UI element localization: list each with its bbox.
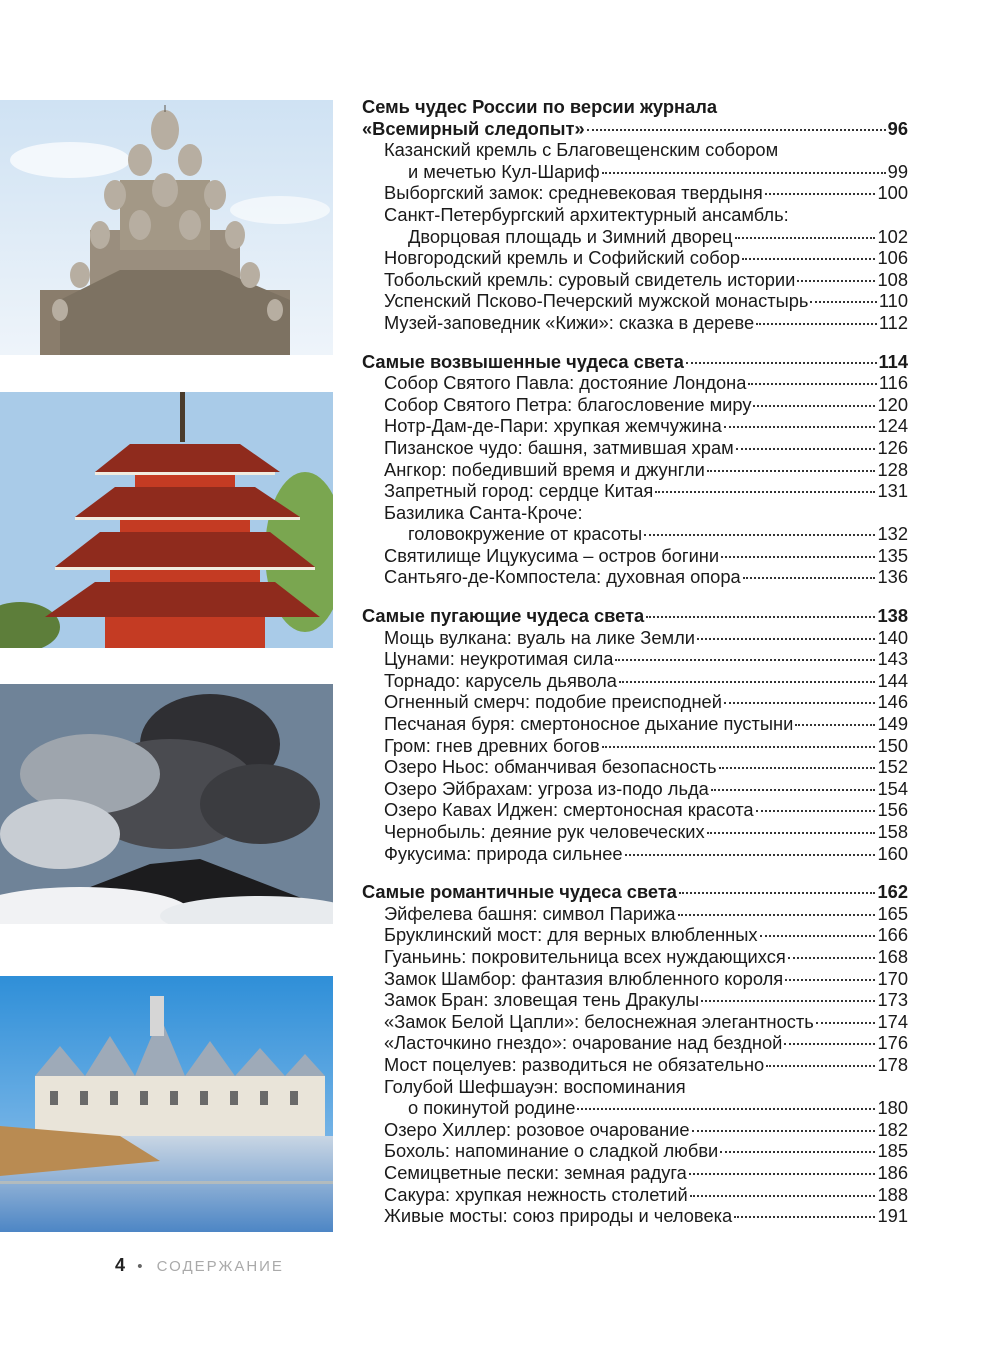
section-page-number: 162 <box>877 881 908 903</box>
entry-line <box>362 1032 908 1054</box>
dot-leader <box>707 832 876 834</box>
entry-title-text: Выборгский замок: средневековая твердыня <box>384 182 763 204</box>
dot-leader <box>678 914 876 916</box>
section-title-line <box>362 96 908 118</box>
dot-leader <box>686 362 877 364</box>
entry-line <box>362 437 908 459</box>
dot-leader <box>797 280 875 282</box>
dot-leader <box>707 470 876 472</box>
section-title-line <box>362 351 908 373</box>
entry-line <box>362 778 908 800</box>
entry-page-number: 136 <box>877 566 908 588</box>
footer-bullet: • <box>137 1258 145 1275</box>
entry-line <box>362 269 908 291</box>
entry-line <box>362 372 908 394</box>
entry-title-text: Эйфелева башня: символ Парижа <box>384 902 676 924</box>
entry-line <box>362 139 908 161</box>
section-title-line <box>362 118 908 140</box>
section-title-text: Самые возвышенные чудеса света <box>362 350 684 372</box>
entry-title-text: о покинутой родине <box>408 1097 576 1119</box>
dot-leader <box>697 638 876 640</box>
toc-entry[interactable] <box>362 756 908 778</box>
entry-page-number: 152 <box>877 756 908 778</box>
entry-line <box>362 290 908 312</box>
entry-page-number: 131 <box>877 480 908 502</box>
photo-pagoda <box>0 392 333 648</box>
toc-entry[interactable] <box>362 735 908 757</box>
dot-leader <box>756 810 876 812</box>
entry-title-text: Новгородский кремль и Софийский собор <box>384 247 741 269</box>
toc-entry[interactable] <box>362 670 908 692</box>
section-title-line <box>362 605 908 627</box>
entry-title-text: Семицветные пески: земная радуга <box>384 1161 687 1183</box>
toc-entry[interactable] <box>362 1184 908 1206</box>
entry-line <box>362 502 908 524</box>
entry-line <box>362 545 908 567</box>
entry-line <box>362 394 908 416</box>
entry-title-text: Замок Бран: зловещая тень Дракулы <box>384 989 700 1011</box>
page-number: 4 <box>115 1255 126 1275</box>
dot-leader <box>679 892 876 894</box>
toc-entry[interactable] <box>362 691 908 713</box>
entry-line <box>362 843 908 865</box>
section-title-text: «Всемирный следопыт» <box>362 117 585 139</box>
section-title-line <box>362 881 908 903</box>
entry-title-text: Казанский кремль с Благовещенским собором <box>384 139 779 161</box>
dot-leader <box>644 534 875 536</box>
entry-page-number: 176 <box>877 1032 908 1054</box>
entry-title-text: Собор Святого Петра: благословение миру <box>384 393 752 415</box>
dot-leader <box>615 659 875 661</box>
entry-title-text: Базилика Санта-Кроче: <box>384 501 583 523</box>
dot-leader <box>788 957 876 959</box>
entry-page-number: 178 <box>877 1053 908 1075</box>
entry-page-number: 173 <box>877 989 908 1011</box>
toc-entry[interactable] <box>362 968 908 990</box>
dot-leader <box>577 1108 875 1110</box>
section-page-number: 138 <box>877 605 908 627</box>
toc-entry[interactable] <box>362 290 908 312</box>
entry-page-number: 174 <box>877 1010 908 1032</box>
entry-line <box>362 946 908 968</box>
entry-title-text: Торнадо: карусель дьявола <box>384 669 617 691</box>
entry-page-number: 99 <box>887 160 908 182</box>
toc-entry[interactable] <box>362 1205 908 1227</box>
dot-leader <box>724 426 876 428</box>
dot-leader <box>748 383 876 385</box>
entry-page-number: 124 <box>877 415 908 437</box>
entry-line <box>362 247 908 269</box>
entry-line <box>362 312 908 334</box>
entry-line <box>362 459 908 481</box>
entry-page-number: 132 <box>877 523 908 545</box>
entry-line <box>362 799 908 821</box>
entry-page-number: 149 <box>877 713 908 735</box>
dot-leader <box>719 767 876 769</box>
toc-entry[interactable] <box>362 182 908 204</box>
entry-title-text: Успенский Псково-Печерский мужской монастырь <box>384 290 809 312</box>
toc-entry[interactable] <box>362 924 908 946</box>
entry-page-number: 186 <box>877 1161 908 1183</box>
dot-leader <box>785 979 875 981</box>
entry-line <box>362 182 908 204</box>
toc-entry[interactable] <box>362 1054 908 1076</box>
entry-page-number: 182 <box>877 1118 908 1140</box>
toc-section <box>362 351 908 589</box>
entry-line <box>362 566 908 588</box>
toc-entry[interactable] <box>362 247 908 269</box>
toc-entry[interactable] <box>362 989 908 1011</box>
entry-title-text: головокружение от красоты <box>408 523 643 545</box>
wooden-church-image <box>0 100 333 355</box>
entry-line <box>362 1140 908 1162</box>
dot-leader <box>692 1130 876 1132</box>
toc-entry[interactable] <box>362 713 908 735</box>
entry-title-text: Голубой Шефшауэн: воспоминания <box>384 1075 686 1097</box>
toc-entry[interactable] <box>362 415 908 437</box>
entry-page-number: 185 <box>877 1140 908 1162</box>
dot-leader <box>753 405 875 407</box>
dot-leader <box>736 448 876 450</box>
toc-entry[interactable] <box>362 566 908 588</box>
entry-title-text: Дворцовая площадь и Зимний дворец <box>408 225 733 247</box>
dot-leader <box>742 258 875 260</box>
toc-entry[interactable] <box>362 1119 908 1141</box>
dot-leader <box>711 789 876 791</box>
toc-entry[interactable] <box>362 627 908 649</box>
entry-line <box>362 924 908 946</box>
entry-page-number: 166 <box>877 924 908 946</box>
toc-entry[interactable] <box>362 480 908 502</box>
dot-leader <box>587 129 886 131</box>
dot-leader <box>784 1043 875 1045</box>
table-of-contents <box>362 96 908 1244</box>
entry-title-text: Санкт-Петербургский архитектурный ансамбль: <box>384 203 789 225</box>
toc-entry[interactable] <box>362 1076 908 1119</box>
entry-page-number: 100 <box>877 182 908 204</box>
entry-page-number: 108 <box>877 268 908 290</box>
toc-entry[interactable] <box>362 1140 908 1162</box>
dot-leader <box>756 323 877 325</box>
entry-line <box>362 648 908 670</box>
entry-page-number: 146 <box>877 691 908 713</box>
dot-leader <box>701 1000 875 1002</box>
entry-line <box>362 226 908 248</box>
entry-title-text: Бруклинский мост: для верных влюбленных <box>384 924 758 946</box>
entry-page-number: 143 <box>877 648 908 670</box>
dot-leader <box>602 746 876 748</box>
dot-leader <box>689 1173 876 1175</box>
entry-title-text: Бохоль: напоминание о сладкой любви <box>384 1140 719 1162</box>
section-heading[interactable] <box>362 351 908 373</box>
section-title-text: Самые романтичные чудеса света <box>362 881 677 903</box>
toc-entry[interactable] <box>362 545 908 567</box>
toc-entry[interactable] <box>362 269 908 291</box>
toc-section <box>362 96 908 334</box>
toc-entry[interactable] <box>362 139 908 182</box>
volcano-image <box>0 684 333 924</box>
entry-page-number: 116 <box>878 372 908 394</box>
entry-title-text: Песчаная буря: смертоносное дыхание пустыни <box>384 713 794 735</box>
dot-leader <box>765 193 876 195</box>
dot-leader <box>816 1022 876 1024</box>
toc-entry[interactable] <box>362 1032 908 1054</box>
toc-entry[interactable] <box>362 821 908 843</box>
entry-page-number: 144 <box>877 669 908 691</box>
dot-leader <box>619 681 876 683</box>
toc-entry[interactable] <box>362 437 908 459</box>
entry-title-text: Мост поцелуев: разводиться не обязательно <box>384 1053 765 1075</box>
toc-entry[interactable] <box>362 799 908 821</box>
entry-page-number: 140 <box>877 626 908 648</box>
entry-page-number: 170 <box>877 967 908 989</box>
entry-line <box>362 903 908 925</box>
chateau-image <box>0 976 333 1232</box>
entry-line <box>362 1011 908 1033</box>
entry-line <box>362 204 908 226</box>
entry-title-text: Сантьяго-де-Компостела: духовная опора <box>384 566 741 588</box>
entry-line <box>362 480 908 502</box>
entry-title-text: Святилище Ицукусима – остров богини <box>384 544 720 566</box>
toc-entry[interactable] <box>362 843 908 865</box>
entry-title-text: Музей-заповедник «Кижи»: сказка в дереве <box>384 311 755 333</box>
photo-kizhi-church <box>0 100 333 355</box>
section-heading[interactable] <box>362 96 908 139</box>
entry-title-text: Ангкор: победивший время и джунгли <box>384 458 705 480</box>
toc-entry[interactable] <box>362 204 908 247</box>
toc-entry[interactable] <box>362 459 908 481</box>
entry-title-text: Запретный город: сердце Китая <box>384 480 654 502</box>
dot-leader <box>720 1151 875 1153</box>
entry-line <box>362 821 908 843</box>
section-page-number: 96 <box>887 117 908 139</box>
entry-line <box>362 1076 908 1098</box>
entry-title-text: Сакура: хрупкая нежность столетий <box>384 1183 688 1205</box>
toc-entry[interactable] <box>362 648 908 670</box>
toc-section <box>362 881 908 1227</box>
entry-title-text: Мощь вулкана: вуаль на лике Земли <box>384 626 695 648</box>
entry-page-number: 165 <box>877 902 908 924</box>
toc-entry[interactable] <box>362 946 908 968</box>
entry-title-text: Гром: гнев древних богов <box>384 734 600 756</box>
entry-page-number: 188 <box>877 1183 908 1205</box>
toc-entry[interactable] <box>362 372 908 394</box>
dot-leader <box>625 854 876 856</box>
entry-page-number: 150 <box>877 734 908 756</box>
entry-line <box>362 1054 908 1076</box>
dot-leader <box>795 724 875 726</box>
toc-entry[interactable] <box>362 394 908 416</box>
section-title-text: Семь чудес России по версии журнала <box>362 96 718 117</box>
entry-line <box>362 735 908 757</box>
photo-volcano <box>0 684 333 924</box>
entry-line <box>362 756 908 778</box>
entry-title-text: Живые мосты: союз природы и человека <box>384 1205 733 1227</box>
entry-title-text: Нотр-Дам-де-Пари: хрупкая жемчужина <box>384 415 722 437</box>
dot-leader <box>655 491 875 493</box>
entry-page-number: 180 <box>877 1097 908 1119</box>
entry-page-number: 112 <box>878 311 908 333</box>
entry-title-text: Озеро Кавах Иджен: смертоносная красота <box>384 799 754 821</box>
photo-chateau <box>0 976 333 1232</box>
entry-line <box>362 1184 908 1206</box>
dot-leader <box>810 301 876 303</box>
dot-leader <box>735 237 876 239</box>
entry-title-text: Собор Святого Павла: достояние Лондона <box>384 372 747 394</box>
toc-entry[interactable] <box>362 1011 908 1033</box>
entry-title-text: Пизанское чудо: башня, затмившая храм <box>384 436 734 458</box>
toc-entry[interactable] <box>362 778 908 800</box>
entry-line <box>362 1119 908 1141</box>
entry-line <box>362 989 908 1011</box>
dot-leader <box>724 702 876 704</box>
entry-line <box>362 415 908 437</box>
entry-page-number: 128 <box>877 458 908 480</box>
entry-page-number: 191 <box>877 1205 908 1227</box>
dot-leader <box>760 935 876 937</box>
entry-title-text: и мечетью Кул-Шариф <box>408 160 600 182</box>
entry-page-number: 106 <box>877 247 908 269</box>
entry-title-text: Тобольский кремль: суровый свидетель истории <box>384 268 796 290</box>
entry-line <box>362 161 908 183</box>
entry-page-number: 135 <box>877 544 908 566</box>
entry-title-text: Озеро Эйбрахам: угроза из-подо льда <box>384 777 709 799</box>
entry-title-text: Озеро Ньос: обманчивая безопасность <box>384 756 717 778</box>
entry-page-number: 168 <box>877 945 908 967</box>
entry-title-text: Озеро Хиллер: розовое очарование <box>384 1118 690 1140</box>
dot-leader <box>743 577 876 579</box>
dot-leader <box>734 1216 875 1218</box>
entry-line <box>362 523 908 545</box>
entry-line <box>362 1162 908 1184</box>
entry-line <box>362 713 908 735</box>
section-heading[interactable] <box>362 881 908 903</box>
section-label: СОДЕРЖАНИЕ <box>156 1258 284 1275</box>
entry-title-text: Чернобыль: деяние рук человеческих <box>384 821 705 842</box>
section-title-text: Самые пугающие чудеса света <box>362 605 645 627</box>
dot-leader <box>766 1065 875 1067</box>
entry-title-text: Гуаньинь: покровительница всех нуждающихся <box>384 945 786 967</box>
entry-page-number: 126 <box>877 436 908 458</box>
entry-title-text: Цунами: неукротимая сила <box>384 648 614 670</box>
toc-entry[interactable] <box>362 312 908 334</box>
entry-line <box>362 1205 908 1227</box>
entry-title-text: «Замок Белой Цапли»: белоснежная элегантность <box>384 1010 814 1032</box>
dot-leader <box>721 556 875 558</box>
entry-line <box>362 670 908 692</box>
entry-line <box>362 691 908 713</box>
entry-title-text: «Ласточкино гнездо»: очарование над бездной <box>384 1032 783 1054</box>
dot-leader <box>646 616 875 618</box>
entry-page-number: 158 <box>877 821 908 842</box>
entry-line <box>362 627 908 649</box>
entry-page-number: 120 <box>877 393 908 415</box>
entry-title-text: Замок Шамбор: фантазия влюбленного короля <box>384 967 784 989</box>
toc-entry[interactable] <box>362 1162 908 1184</box>
page-footer <box>115 1255 284 1276</box>
dot-leader <box>690 1195 876 1197</box>
section-page-number: 114 <box>878 350 908 372</box>
pagoda-image <box>0 392 333 648</box>
entry-line <box>362 1097 908 1119</box>
entry-page-number: 156 <box>877 799 908 821</box>
toc-section <box>362 605 908 864</box>
toc-entry[interactable] <box>362 502 908 545</box>
entry-page-number: 102 <box>877 225 908 247</box>
entry-page-number: 154 <box>877 777 908 799</box>
dot-leader <box>602 172 886 174</box>
toc-entry[interactable] <box>362 903 908 925</box>
section-heading[interactable] <box>362 605 908 627</box>
entry-page-number: 160 <box>877 842 908 864</box>
entry-title-text: Огненный смерч: подобие преисподней <box>384 691 722 713</box>
entry-page-number: 110 <box>878 290 908 312</box>
entry-title-text: Фукусима: природа сильнее <box>384 842 623 864</box>
entry-line <box>362 968 908 990</box>
